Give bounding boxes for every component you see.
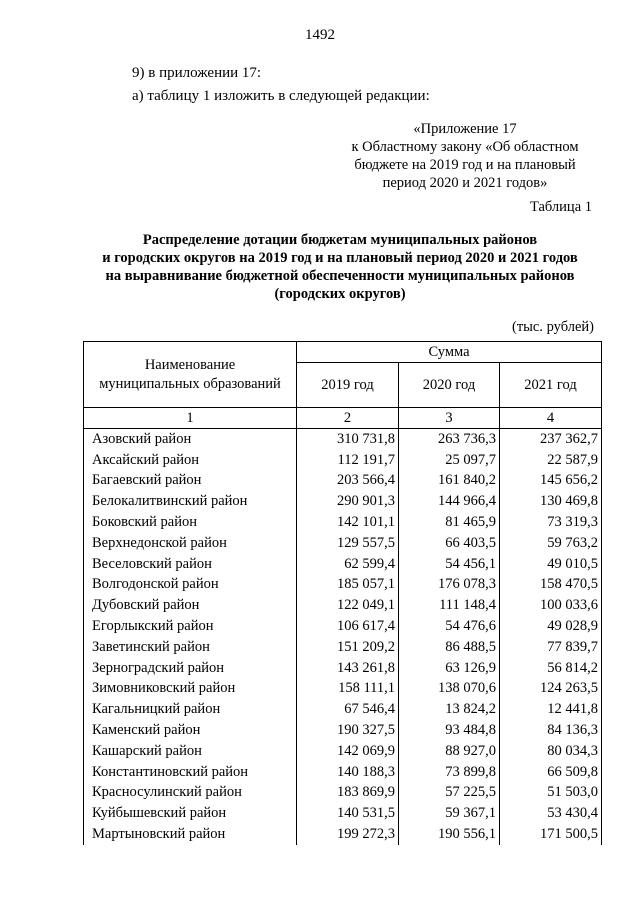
value-2020: 81 465,9: [399, 512, 500, 533]
municipality-name: Белокалитвинский район: [84, 491, 297, 512]
municipality-name: Боковский район: [84, 512, 297, 533]
municipality-name: Азовский район: [84, 429, 297, 450]
table-row: [84, 783, 602, 804]
value-2019: 203 566,4: [297, 471, 399, 492]
table-title-line-2: и городских округов на 2019 год и на плановый период 2020 и 2021 годов: [102, 250, 578, 266]
municipality-name: Зерноградский район: [84, 658, 297, 679]
table-row: [84, 554, 602, 575]
value-2020: 57 225,5: [399, 783, 500, 804]
municipality-name: Красносулинский район: [84, 783, 297, 804]
table-title-line-1: Распределение дотации бюджетам муниципальных районов: [142, 232, 538, 248]
appendix-reference: [330, 120, 600, 192]
value-2021: 49 010,5: [500, 554, 602, 575]
value-2020: 138 070,6: [399, 679, 500, 700]
value-2020: 190 556,1: [399, 824, 500, 845]
value-2021: 51 503,0: [500, 783, 602, 804]
table-row: [84, 637, 602, 658]
column-number-3: 3: [399, 408, 500, 429]
name-header-line-1: Наименование: [144, 356, 236, 373]
value-2020: 59 367,1: [399, 803, 500, 824]
value-2019: 143 261,8: [297, 658, 399, 679]
value-2020: 73 899,8: [399, 762, 500, 783]
value-2020: 111 148,4: [399, 595, 500, 616]
table-row: [84, 471, 602, 492]
value-2021: 171 500,5: [500, 824, 602, 845]
value-2021: 56 814,2: [500, 658, 602, 679]
value-2019: 199 272,3: [297, 824, 399, 845]
value-2019: 122 049,1: [297, 595, 399, 616]
value-2019: 290 901,3: [297, 491, 399, 512]
value-2020: 263 736,3: [399, 429, 500, 450]
municipality-name: Багаевский район: [84, 471, 297, 492]
value-2020: 25 097,7: [399, 450, 500, 471]
appendix-line-4: период 2020 и 2021 годов»: [382, 175, 548, 191]
value-2021: 59 763,2: [500, 533, 602, 554]
municipality-name: Куйбышевский район: [84, 803, 297, 824]
municipality-name: Егорлыкский район: [84, 616, 297, 637]
value-2021: 22 587,9: [500, 450, 602, 471]
column-number-4: 4: [500, 408, 602, 429]
column-number-1: 1: [84, 408, 297, 429]
value-2020: 144 966,4: [399, 491, 500, 512]
value-2019: 151 209,2: [297, 637, 399, 658]
sum-header: Сумма: [297, 342, 602, 363]
value-2020: 54 476,6: [399, 616, 500, 637]
units-label: (тыс. рублей): [512, 319, 594, 335]
municipality-name: Константиновский район: [84, 762, 297, 783]
value-2020: 176 078,3: [399, 575, 500, 596]
table-row: [84, 658, 602, 679]
year-header-2020: 2020 год: [399, 363, 500, 408]
value-2021: 84 136,3: [500, 720, 602, 741]
value-2020: 66 403,5: [399, 533, 500, 554]
value-2019: 183 869,9: [297, 783, 399, 804]
appendix-line-1: «Приложение 17: [413, 121, 517, 137]
table-row: [84, 429, 602, 450]
value-2019: 62 599,4: [297, 554, 399, 575]
municipality-name: Зимовниковский район: [84, 679, 297, 700]
value-2019: 129 557,5: [297, 533, 399, 554]
table-row: [84, 491, 602, 512]
municipality-name: Кагальницкий район: [84, 699, 297, 720]
subsidy-table: [83, 341, 602, 845]
value-2019: 67 546,4: [297, 699, 399, 720]
table-row: [84, 699, 602, 720]
municipality-name: Кашарский район: [84, 741, 297, 762]
value-2019: 140 188,3: [297, 762, 399, 783]
table-row: [84, 595, 602, 616]
value-2019: 310 731,8: [297, 429, 399, 450]
table-row: [84, 616, 602, 637]
value-2019: 112 191,7: [297, 450, 399, 471]
value-2019: 142 069,9: [297, 741, 399, 762]
value-2021: 124 263,5: [500, 679, 602, 700]
item-9-text: 9) в приложении 17:: [132, 65, 262, 81]
municipality-name: Дубовский район: [84, 595, 297, 616]
appendix-line-3: бюджете на 2019 год и на плановый: [354, 157, 576, 173]
value-2021: 12 441,8: [500, 699, 602, 720]
value-2021: 158 470,5: [500, 575, 602, 596]
municipality-name: Каменский район: [84, 720, 297, 741]
table-label: Таблица 1: [529, 199, 592, 215]
value-2021: 145 656,2: [500, 471, 602, 492]
year-header-2021: 2021 год: [500, 363, 602, 408]
table-title-line-3: на выравнивание бюджетной обеспеченности муниципальных районов: [105, 268, 575, 284]
value-2021: 100 033,6: [500, 595, 602, 616]
municipality-name: Заветинский район: [84, 637, 297, 658]
table-row: [84, 512, 602, 533]
table-title-line-4: (городских округов): [274, 286, 406, 302]
value-2020: 88 927,0: [399, 741, 500, 762]
value-2019: 158 111,1: [297, 679, 399, 700]
column-number-2: 2: [297, 408, 399, 429]
value-2020: 86 488,5: [399, 637, 500, 658]
page-number: 1492: [305, 27, 335, 43]
year-header-2019: 2019 год: [297, 363, 399, 408]
value-2021: 53 430,4: [500, 803, 602, 824]
name-column-header: [84, 342, 297, 408]
municipality-name: Волгодонской район: [84, 575, 297, 596]
table-row: [84, 450, 602, 471]
value-2020: 161 840,2: [399, 471, 500, 492]
table-row: [84, 741, 602, 762]
municipality-name: Верхнедонской район: [84, 533, 297, 554]
value-2021: 77 839,7: [500, 637, 602, 658]
table-row: [84, 720, 602, 741]
value-2021: 66 509,8: [500, 762, 602, 783]
value-2020: 63 126,9: [399, 658, 500, 679]
appendix-line-2: к Областному закону «Об областном: [351, 139, 579, 155]
value-2019: 142 101,1: [297, 512, 399, 533]
table-row: [84, 575, 602, 596]
municipality-name: Аксайский район: [84, 450, 297, 471]
value-2021: 130 469,8: [500, 491, 602, 512]
item-a-text: а) таблицу 1 изложить в следующей редакции:: [132, 88, 430, 104]
value-2019: 106 617,4: [297, 616, 399, 637]
municipality-name: Мартыновский район: [84, 824, 297, 845]
name-header-line-2: муниципальных образований: [99, 375, 281, 392]
table-row: [84, 803, 602, 824]
table-row: [84, 824, 602, 845]
value-2020: 54 456,1: [399, 554, 500, 575]
value-2021: 80 034,3: [500, 741, 602, 762]
table-row: [84, 762, 602, 783]
table-title: [70, 231, 610, 303]
value-2020: 93 484,8: [399, 720, 500, 741]
value-2019: 190 327,5: [297, 720, 399, 741]
table-row: [84, 533, 602, 554]
value-2021: 73 319,3: [500, 512, 602, 533]
value-2020: 13 824,2: [399, 699, 500, 720]
table-body: [84, 429, 602, 845]
value-2021: 49 028,9: [500, 616, 602, 637]
value-2021: 237 362,7: [500, 429, 602, 450]
municipality-name: Веселовский район: [84, 554, 297, 575]
value-2019: 185 057,1: [297, 575, 399, 596]
value-2019: 140 531,5: [297, 803, 399, 824]
table-row: [84, 679, 602, 700]
